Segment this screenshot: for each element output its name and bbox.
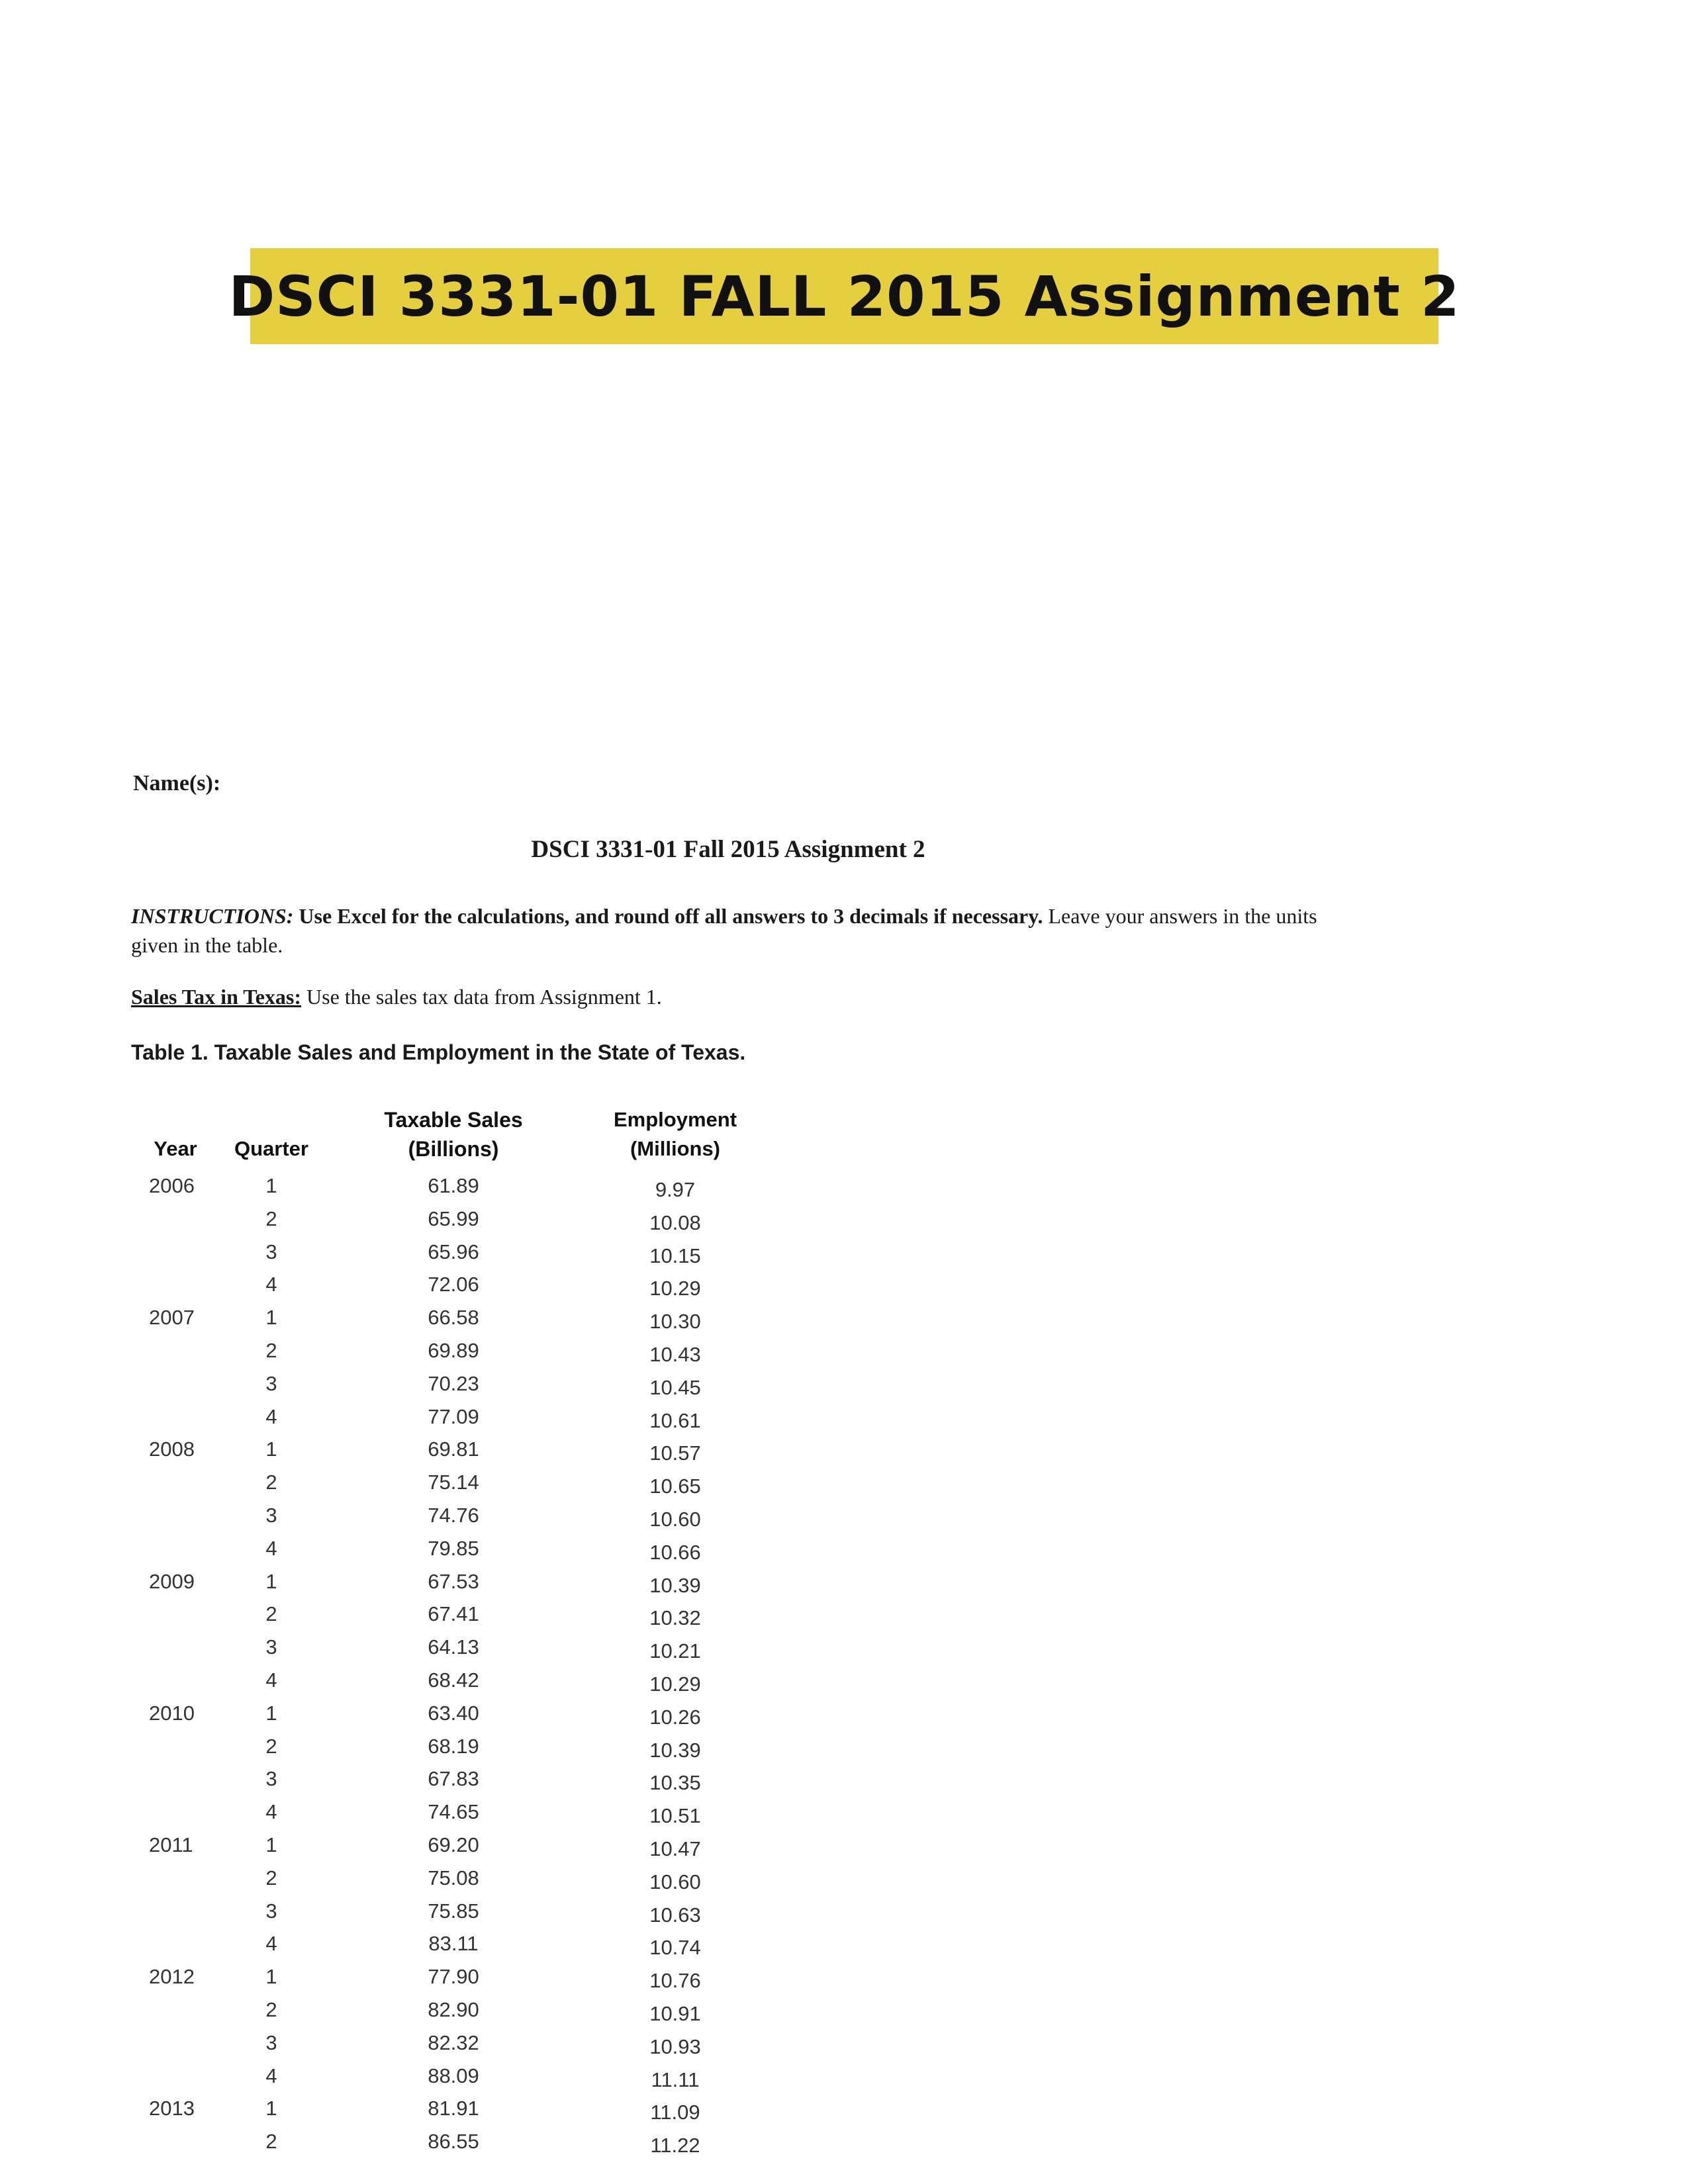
cell-taxable-sales: 69.20 xyxy=(428,1833,479,1856)
cell-taxable-sales: 75.85 xyxy=(428,1899,479,1923)
table-row xyxy=(132,1699,768,1732)
table-row xyxy=(132,2094,768,2127)
instructions-bold-text: Use Excel for the calculations, and round off all answers to 3 decimals if necessary. xyxy=(293,904,1043,928)
cell-employment: 10.91 xyxy=(649,2001,701,2025)
header-sales-line1: Taxable Sales xyxy=(384,1108,523,1132)
cell-quarter: 1 xyxy=(265,1965,277,1989)
cell-taxable-sales: 65.99 xyxy=(428,1206,479,1230)
table-row xyxy=(132,1864,768,1897)
cell-year: 2012 xyxy=(149,1965,195,1989)
table-row xyxy=(132,2028,768,2062)
cell-employment: 9.97 xyxy=(655,1178,696,1201)
cell-quarter: 2 xyxy=(265,1338,277,1362)
cell-quarter: 3 xyxy=(265,1899,277,1923)
sales-tax-text: Use the sales tax data from Assignment 1. xyxy=(301,985,662,1009)
cell-year: 2007 xyxy=(149,1306,195,1330)
sales-tax-label: Sales Tax in Texas: xyxy=(131,985,301,1009)
cell-quarter: 4 xyxy=(265,1800,277,1824)
table-row xyxy=(132,1336,768,1369)
banner-title: DSCI 3331-01 FALL 2015 Assignment 2 xyxy=(228,263,1460,329)
cell-quarter: 1 xyxy=(265,1174,277,1197)
cell-employment: 10.21 xyxy=(649,1639,701,1663)
cell-employment: 11.11 xyxy=(651,2068,700,2091)
instructions-label: INSTRUCTIONS: xyxy=(131,904,294,928)
table-body xyxy=(132,1171,768,2160)
cell-taxable-sales: 77.90 xyxy=(428,1965,479,1989)
cell-quarter: 1 xyxy=(265,2097,277,2120)
cell-taxable-sales: 83.11 xyxy=(428,1932,479,1956)
cell-quarter: 2 xyxy=(265,1997,277,2021)
cell-quarter: 4 xyxy=(265,1536,277,1560)
table-row xyxy=(132,2062,768,2095)
cell-taxable-sales: 74.65 xyxy=(428,1800,479,1824)
cell-quarter: 4 xyxy=(265,2064,277,2087)
table-row xyxy=(132,1501,768,1534)
cell-quarter: 3 xyxy=(265,1767,277,1791)
table-caption: Table 1. Taxable Sales and Employment in the State of Texas. xyxy=(131,1040,746,1064)
cell-quarter: 3 xyxy=(265,1635,277,1659)
cell-employment: 10.76 xyxy=(649,1969,701,1993)
cell-year: 2013 xyxy=(149,2097,195,2120)
table-row xyxy=(132,1435,768,1468)
cell-employment: 10.93 xyxy=(649,2034,701,2058)
cell-quarter: 1 xyxy=(265,1701,277,1725)
cell-taxable-sales: 69.81 xyxy=(428,1437,479,1461)
cell-taxable-sales: 67.53 xyxy=(428,1569,479,1593)
cell-employment: 10.47 xyxy=(649,1837,701,1860)
cell-taxable-sales: 67.41 xyxy=(428,1602,479,1626)
cell-employment: 10.61 xyxy=(649,1408,701,1432)
cell-quarter: 3 xyxy=(265,1503,277,1527)
cell-year: 2008 xyxy=(149,1437,195,1461)
cell-taxable-sales: 86.55 xyxy=(428,2130,479,2154)
cell-year: 2009 xyxy=(149,1569,195,1593)
table-row xyxy=(132,2127,768,2160)
cell-quarter: 3 xyxy=(265,1371,277,1395)
cell-employment: 10.66 xyxy=(649,1540,701,1564)
document-title: DSCI 3331-01 Fall 2015 Assignment 2 xyxy=(531,836,925,863)
cell-year: 2010 xyxy=(149,1701,195,1725)
table-row xyxy=(132,1534,768,1567)
cell-quarter: 2 xyxy=(265,1866,277,1889)
table-row xyxy=(132,1633,768,1666)
cell-year: 2006 xyxy=(149,1174,195,1197)
instructions-text: Leave your answers in the units given in the table. xyxy=(131,904,1317,957)
cell-quarter: 2 xyxy=(265,1734,277,1758)
cell-taxable-sales: 69.89 xyxy=(428,1338,479,1362)
table-row xyxy=(132,1666,768,1699)
header-year: Year xyxy=(154,1137,197,1160)
cell-taxable-sales: 70.23 xyxy=(428,1371,479,1395)
cell-employment: 10.29 xyxy=(649,1277,701,1300)
cell-year: 2011 xyxy=(149,1833,193,1856)
cell-employment: 10.63 xyxy=(649,1903,701,1927)
cell-employment: 10.57 xyxy=(649,1441,701,1465)
table-row xyxy=(132,1567,768,1600)
cell-employment: 10.26 xyxy=(649,1705,701,1729)
header-employment xyxy=(583,1105,768,1171)
cell-employment: 10.60 xyxy=(649,1507,701,1531)
cell-taxable-sales: 75.14 xyxy=(428,1471,479,1494)
cell-taxable-sales: 68.42 xyxy=(428,1668,479,1692)
cell-employment: 10.32 xyxy=(649,1606,701,1630)
cell-employment: 10.15 xyxy=(649,1244,701,1267)
cell-taxable-sales: 63.40 xyxy=(428,1701,479,1725)
cell-employment: 10.51 xyxy=(649,1804,701,1828)
table-row xyxy=(132,1468,768,1501)
cell-quarter: 1 xyxy=(265,1569,277,1593)
table-row xyxy=(132,1962,768,1995)
table-row xyxy=(132,1764,768,1797)
cell-employment: 10.74 xyxy=(649,1936,701,1960)
header-sales-line2: (Billions) xyxy=(408,1137,499,1161)
instructions-paragraph xyxy=(131,901,1323,960)
cell-employment: 10.08 xyxy=(649,1210,701,1234)
cell-taxable-sales: 61.89 xyxy=(428,1174,479,1197)
cell-employment: 10.45 xyxy=(649,1375,701,1399)
cell-quarter: 1 xyxy=(265,1306,277,1330)
header-emp-line2: (Millions) xyxy=(630,1137,721,1160)
cell-taxable-sales: 79.85 xyxy=(428,1536,479,1560)
cell-taxable-sales: 77.09 xyxy=(428,1404,479,1428)
table-row xyxy=(132,1600,768,1633)
cell-taxable-sales: 72.06 xyxy=(428,1273,479,1297)
table-row xyxy=(132,1171,768,1205)
table-row xyxy=(132,1831,768,1864)
cell-employment: 10.39 xyxy=(649,1738,701,1762)
cell-quarter: 4 xyxy=(265,1932,277,1956)
cell-taxable-sales: 67.83 xyxy=(428,1767,479,1791)
table-row xyxy=(132,1270,768,1303)
cell-taxable-sales: 81.91 xyxy=(428,2097,479,2120)
header-emp-line1: Employment xyxy=(613,1108,737,1131)
table-row xyxy=(132,1995,768,2028)
cell-quarter: 3 xyxy=(265,2030,277,2054)
title-banner xyxy=(228,248,1460,344)
table-row xyxy=(132,1797,768,1831)
cell-employment: 10.60 xyxy=(649,1870,701,1893)
cell-taxable-sales: 66.58 xyxy=(428,1306,479,1330)
cell-quarter: 2 xyxy=(265,1206,277,1230)
cell-quarter: 4 xyxy=(265,1273,277,1297)
table-row xyxy=(132,1369,768,1402)
cell-quarter: 4 xyxy=(265,1668,277,1692)
cell-employment: 11.22 xyxy=(650,2134,700,2158)
cell-taxable-sales: 68.19 xyxy=(428,1734,479,1758)
cell-taxable-sales: 82.32 xyxy=(428,2030,479,2054)
cell-quarter: 1 xyxy=(265,1833,277,1856)
cell-quarter: 2 xyxy=(265,1602,277,1626)
table-row xyxy=(132,1402,768,1435)
cell-employment: 10.65 xyxy=(649,1475,701,1498)
cell-taxable-sales: 65.96 xyxy=(428,1240,479,1263)
cell-quarter: 2 xyxy=(265,2130,277,2154)
cell-taxable-sales: 82.90 xyxy=(428,1997,479,2021)
table-row xyxy=(132,1205,768,1238)
cell-taxable-sales: 74.76 xyxy=(428,1503,479,1527)
sales-tax-paragraph xyxy=(131,985,662,1009)
cell-quarter: 4 xyxy=(265,1404,277,1428)
cell-employment: 10.39 xyxy=(649,1573,701,1597)
table-row xyxy=(132,1303,768,1336)
cell-quarter: 2 xyxy=(265,1471,277,1494)
cell-employment: 10.43 xyxy=(649,1342,701,1366)
cell-employment: 10.35 xyxy=(649,1771,701,1795)
header-taxable-sales xyxy=(364,1105,543,1171)
names-label: Name(s): xyxy=(133,771,221,796)
cell-taxable-sales: 88.09 xyxy=(428,2064,479,2087)
cell-employment: 11.09 xyxy=(650,2101,700,2124)
cell-quarter: 1 xyxy=(265,1437,277,1461)
header-quarter: Quarter xyxy=(234,1137,308,1160)
table-row xyxy=(132,1732,768,1765)
table-row xyxy=(132,1929,768,1962)
cell-taxable-sales: 75.08 xyxy=(428,1866,479,1889)
cell-employment: 10.29 xyxy=(649,1672,701,1696)
cell-employment: 10.30 xyxy=(649,1310,701,1334)
table-row xyxy=(132,1897,768,1930)
cell-quarter: 3 xyxy=(265,1240,277,1263)
cell-taxable-sales: 64.13 xyxy=(428,1635,479,1659)
table-row xyxy=(132,1238,768,1271)
